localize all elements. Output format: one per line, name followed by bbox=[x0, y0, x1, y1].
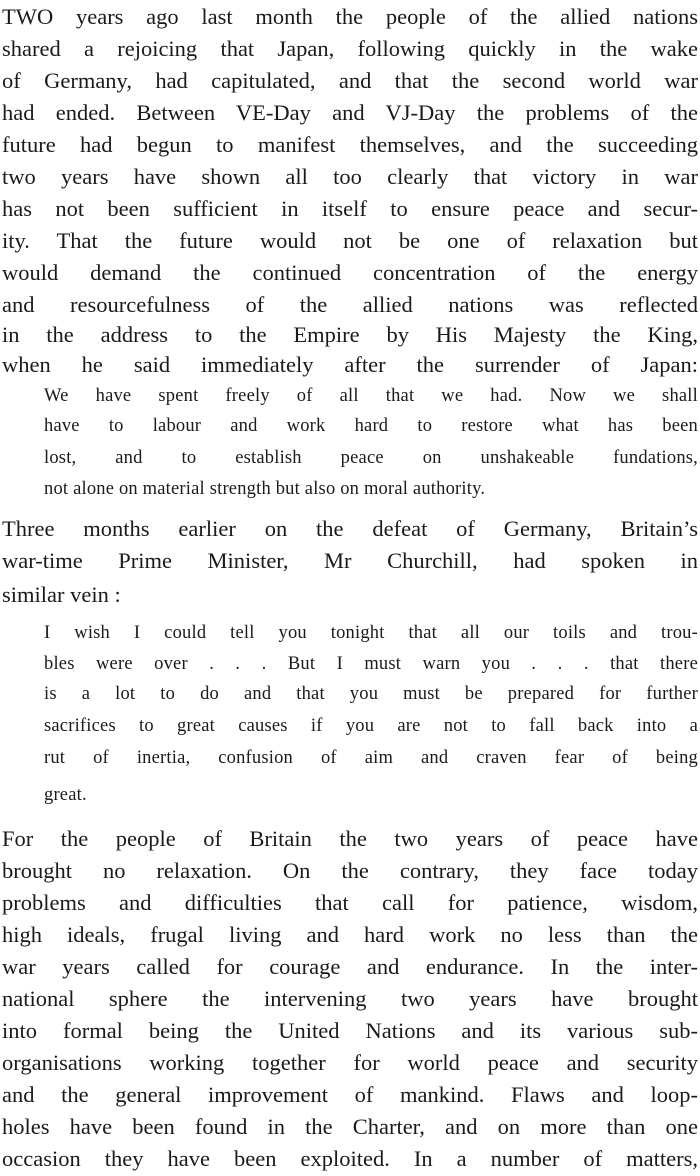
quote-line: not alone on material strength but also on moral authority. bbox=[44, 479, 486, 499]
text-line: and resourcefulness of the allied nations was reflected bbox=[2, 292, 698, 317]
quote-line: bles were over . . . But I must warn you . . . that there bbox=[44, 654, 698, 674]
quote-line: lost, and to establish peace on unshakeable fundations, bbox=[44, 448, 698, 468]
text-line: problems and difficulties that call for patience, wisdom, bbox=[2, 890, 698, 915]
text-line: would demand the continued concentration of the energy bbox=[2, 260, 698, 285]
text-line: brought no relaxation. On the contrary, they face today bbox=[2, 858, 698, 883]
text-line: when he said immediately after the surrender of Japan: bbox=[2, 352, 698, 377]
text-line: in the address to the Empire by His Majesty the King, bbox=[2, 322, 698, 347]
text-line: war years called for courage and endurance. In the inter- bbox=[2, 954, 698, 979]
text-line: organisations working together for world peace and security bbox=[2, 1050, 698, 1075]
text-line: For the people of Britain the two years of peace have bbox=[2, 826, 698, 851]
text-line: shared a rejoicing that Japan, following quickly in the wake bbox=[2, 36, 698, 61]
text-line: holes have been found in the Charter, and on more than one bbox=[2, 1114, 698, 1139]
text-line: future had begun to manifest themselves, and the succeeding bbox=[2, 132, 698, 157]
quote-line: I wish I could tell you tonight that all our toils and trou- bbox=[44, 623, 698, 643]
text-line: has not been sufficient in itself to ensure peace and secur- bbox=[2, 196, 698, 221]
text-line: ity. That the future would not be one of relaxation but bbox=[2, 228, 698, 253]
text-line: occasion they have been exploited. In a number of matters, bbox=[2, 1146, 698, 1171]
text-line: into formal being the United Nations and its various sub- bbox=[2, 1018, 698, 1043]
quote-line: We have spent freely of all that we had. Now we shall bbox=[44, 386, 698, 406]
quote-line: sacrifices to great causes if you are not to fall back into a bbox=[44, 716, 698, 736]
text-line: war-time Prime Minister, Mr Churchill, had spoken in bbox=[2, 548, 698, 573]
text-line: similar vein : bbox=[2, 582, 121, 607]
text-line: had ended. Between VE-Day and VJ-Day the problems of the bbox=[2, 100, 698, 125]
quote-line: great. bbox=[44, 785, 87, 805]
text-line: national sphere the intervening two years have brought bbox=[2, 986, 698, 1011]
quote-line: have to labour and work hard to restore what has been bbox=[44, 416, 698, 436]
text-line: Three months earlier on the defeat of Germany, Britain’s bbox=[2, 516, 698, 541]
text-line: and the general improvement of mankind. Flaws and loop- bbox=[2, 1082, 698, 1107]
quote-line: rut of inertia, confusion of aim and craven fear of being bbox=[44, 748, 698, 768]
text-line: of Germany, had capitulated, and that the second world war bbox=[2, 68, 698, 93]
text-line: high ideals, frugal living and hard work no less than the bbox=[2, 922, 698, 947]
quote-line: is a lot to do and that you must be prepared for further bbox=[44, 684, 698, 704]
text-line: TWO years ago last month the people of the allied nations bbox=[2, 4, 698, 29]
text-line: two years have shown all too clearly that victory in war bbox=[2, 164, 698, 189]
